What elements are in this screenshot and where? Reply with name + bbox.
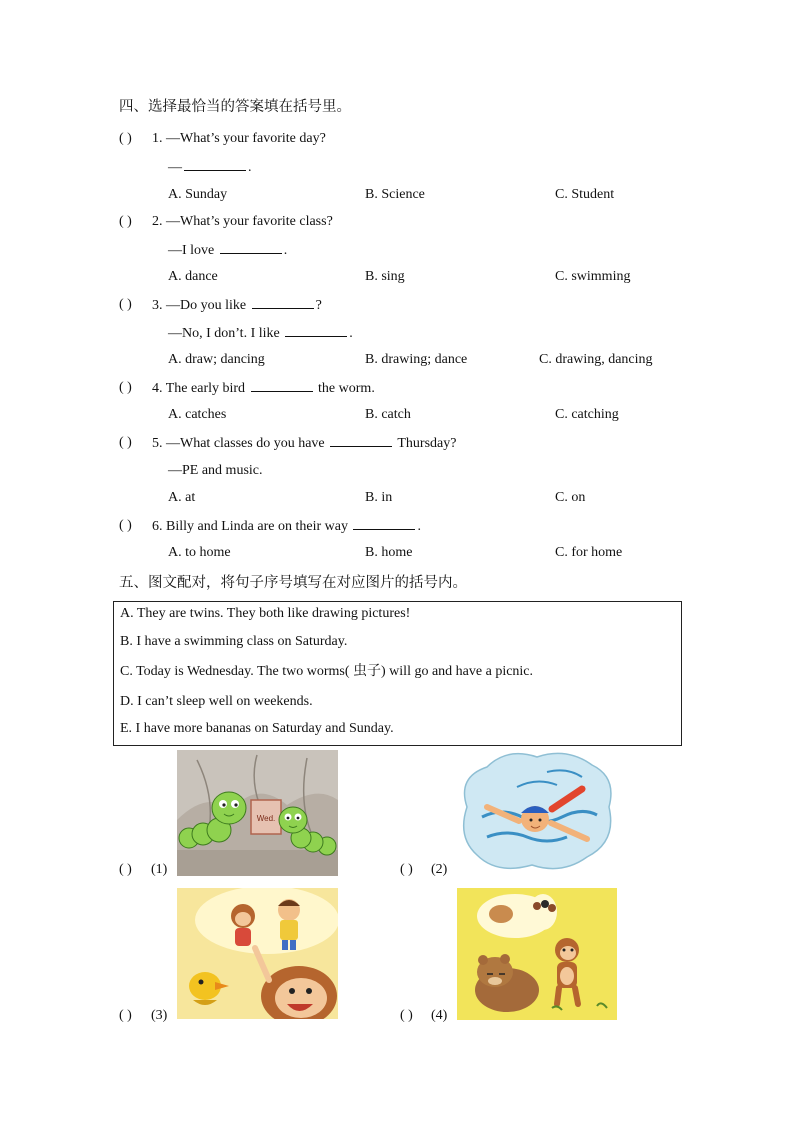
option-b: B. catch xyxy=(365,407,411,422)
question-number: 4. xyxy=(152,381,163,396)
question-2 xyxy=(152,214,333,230)
option-a: A. dance xyxy=(168,269,218,284)
option-b: B. sing xyxy=(365,269,405,284)
question-number: 3. xyxy=(152,298,163,313)
question-2-reply xyxy=(168,242,287,259)
prompt-prefix: The early bird xyxy=(165,381,249,396)
picture-label: (4) xyxy=(431,1008,448,1023)
question-3-reply xyxy=(168,325,353,342)
sign-text: Wed. xyxy=(256,814,276,823)
option-c: C. for home xyxy=(555,545,623,560)
option-c: C. swimming xyxy=(555,269,631,284)
reply-prefix: — xyxy=(168,160,182,175)
section-5-heading: 五、图文配对，将句子序号填写在对应图片的括号内。 xyxy=(119,575,467,591)
question-1 xyxy=(152,131,326,147)
question-3 xyxy=(152,297,322,314)
prompt-suffix: Thursday? xyxy=(394,436,457,451)
sentence-d: D. I can’t sleep well on weekends. xyxy=(120,694,313,709)
option-b: B. in xyxy=(365,490,393,505)
sentence-c: C. Today is Wednesday. The two worms( 虫子) will go and have a picnic. xyxy=(120,664,534,679)
question-5-reply: —PE and music. xyxy=(168,463,263,478)
sentence-b: B. I have a swimming class on Saturday. xyxy=(120,634,348,649)
question-number: 1. xyxy=(152,131,163,146)
prompt-suffix: the worm. xyxy=(314,381,375,396)
option-b: B. Science xyxy=(365,187,425,202)
answer-blank[interactable] xyxy=(220,242,282,254)
answer-blank[interactable] xyxy=(353,518,415,530)
answer-blank[interactable] xyxy=(330,435,392,447)
prompt-prefix: —What classes do you have xyxy=(166,436,329,451)
question-prompt: —What’s your favorite day? xyxy=(166,131,326,146)
option-a: A. at xyxy=(168,490,196,505)
reply-suffix: . xyxy=(248,160,252,175)
caterpillars-picture xyxy=(177,750,338,876)
option-a: A. to home xyxy=(168,545,231,560)
picture-label: (2) xyxy=(431,862,448,877)
prompt-prefix: Billy and Linda are on their way xyxy=(166,519,352,534)
option-b: B. drawing; dance xyxy=(365,352,468,367)
answer-blank[interactable] xyxy=(285,325,347,337)
reply-prefix: —No, I don’t. I like xyxy=(168,326,284,341)
answer-paren[interactable]: ( ) xyxy=(119,214,132,229)
answer-paren[interactable]: ( ) xyxy=(119,862,132,877)
question-6 xyxy=(152,518,421,535)
answer-paren[interactable]: ( ) xyxy=(400,862,413,877)
option-c: C. catching xyxy=(555,407,619,422)
reply-suffix: . xyxy=(283,243,288,258)
question-number: 5. xyxy=(152,436,163,451)
answer-blank[interactable] xyxy=(184,159,246,171)
question-4 xyxy=(152,380,375,397)
reply-suffix: . xyxy=(349,326,353,341)
question-number: 2. xyxy=(152,214,163,229)
option-c: C. on xyxy=(555,490,586,505)
prompt-suffix: . xyxy=(417,519,421,534)
sentence-a: A. They are twins. They both like drawing pictures! xyxy=(120,606,411,621)
answer-paren[interactable]: ( ) xyxy=(119,297,132,312)
answer-blank[interactable] xyxy=(252,297,314,309)
answer-paren[interactable]: ( ) xyxy=(400,1008,413,1023)
answer-paren[interactable]: ( ) xyxy=(119,435,132,450)
swimmer-picture xyxy=(457,747,617,876)
picture-label: (1) xyxy=(151,862,168,877)
answer-paren[interactable]: ( ) xyxy=(119,1008,132,1023)
sentence-e: E. I have more bananas on Saturday and Sunday. xyxy=(120,721,394,736)
option-c: C. Student xyxy=(555,187,615,202)
question-number: 6. xyxy=(152,519,163,534)
answer-blank[interactable] xyxy=(251,380,313,392)
prompt-suffix: ? xyxy=(315,298,322,313)
section-4-heading: 四、选择最恰当的答案填在括号里。 xyxy=(119,99,351,115)
option-a: A. catches xyxy=(168,407,227,422)
bear-monkey-picture xyxy=(457,888,617,1020)
monkey-twins-picture xyxy=(177,888,338,1019)
answer-paren[interactable]: ( ) xyxy=(119,131,132,146)
prompt-prefix: —Do you like xyxy=(166,298,250,313)
question-prompt: —What’s your favorite class? xyxy=(166,214,333,229)
answer-paren[interactable]: ( ) xyxy=(119,380,132,395)
option-a: A. Sunday xyxy=(168,187,228,202)
option-c: C. drawing, dancing xyxy=(539,352,653,367)
option-a: A. draw; dancing xyxy=(168,352,265,367)
picture-label: (3) xyxy=(151,1008,168,1023)
reply-prefix: —I love xyxy=(168,243,218,258)
answer-paren[interactable]: ( ) xyxy=(119,518,132,533)
question-5 xyxy=(152,435,456,452)
option-b: B. home xyxy=(365,545,413,560)
question-1-reply xyxy=(168,159,252,176)
